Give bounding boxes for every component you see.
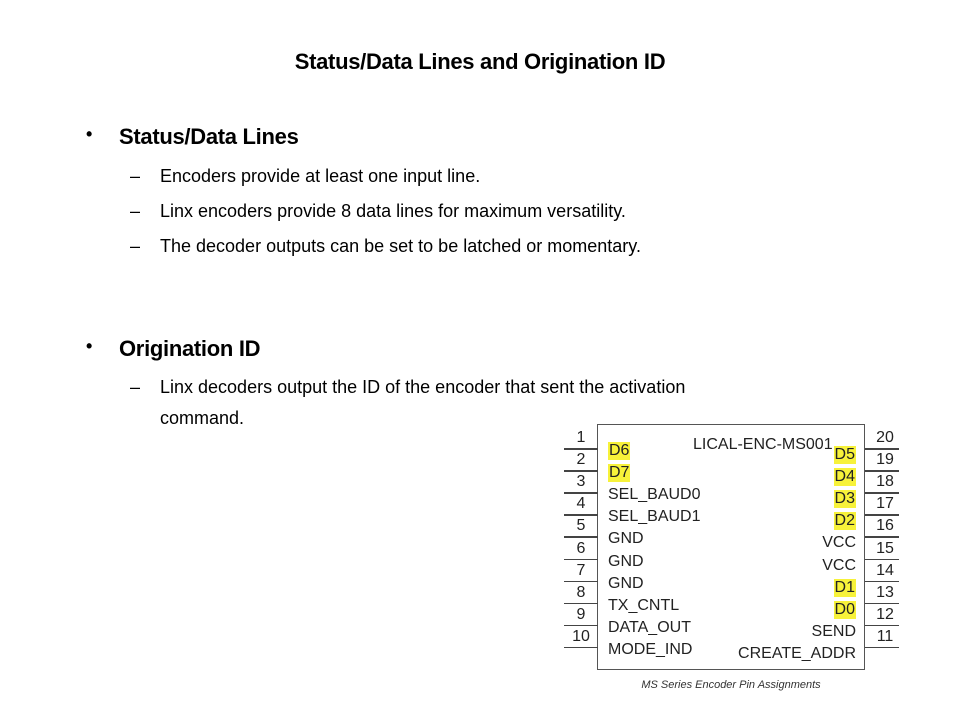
slide-title: Status/Data Lines and Origination ID [294, 49, 666, 74]
pin-label: D1 [834, 578, 855, 596]
pin-number: 15 [876, 539, 894, 557]
section-heading: Origination ID [119, 336, 261, 361]
pin-line [865, 536, 899, 538]
pin-line [865, 559, 899, 561]
pin-label: D7 [609, 464, 630, 482]
pin-number: 9 [576, 605, 586, 623]
pin-label: SEL_BAUD0 [608, 486, 701, 504]
pin-line [865, 603, 899, 605]
pin-line [564, 514, 598, 516]
pin-number: 20 [876, 429, 894, 446]
pin-number: 19 [876, 451, 894, 469]
pin-line [865, 514, 899, 516]
pin-label: SEL_BAUD1 [608, 508, 701, 526]
diagram-caption: MS Series Encoder Pin Assignments [641, 679, 821, 691]
pin-label: D6 [609, 442, 630, 459]
pin-line [564, 492, 598, 494]
pin-label: CREATE_ADDR [738, 644, 856, 662]
pin-line [564, 536, 598, 538]
pin-number: 11 [876, 627, 894, 645]
pin-number: 4 [576, 495, 586, 513]
pin-label: GND [608, 574, 644, 592]
pin-label: GND [608, 552, 644, 570]
pin-number: 16 [876, 517, 894, 535]
pin-number: 10 [572, 627, 590, 645]
sub-bullet-text: Linx encoders provide 8 data lines for maximum versatility. [160, 201, 626, 221]
pin-line [564, 470, 598, 472]
pin-label: D4 [834, 468, 855, 486]
sub-bullet-text: Encoders provide at least one input line. [160, 166, 481, 186]
dash-icon: – [130, 166, 141, 186]
pin-number: 13 [876, 583, 894, 601]
chip-name: LICAL-ENC-MS001 [693, 436, 833, 453]
pin-number: 18 [876, 473, 894, 491]
pin-line [564, 581, 598, 583]
pin-number: 6 [576, 539, 586, 557]
dash-icon: – [130, 201, 141, 221]
pin-number: 14 [876, 561, 894, 579]
dash-icon: – [130, 377, 141, 397]
pin-label: D2 [834, 512, 855, 530]
pin-line [564, 559, 598, 561]
pin-number: 8 [576, 583, 586, 601]
pin-label: MODE_IND [608, 640, 693, 658]
pin-label: SEND [811, 622, 856, 640]
pin-number: 5 [576, 517, 586, 535]
pin-number: 12 [876, 605, 894, 623]
pin-line [865, 492, 899, 494]
pin-label: TX_CNTL [608, 596, 680, 614]
pin-line [865, 470, 899, 472]
pin-label: D5 [834, 446, 855, 463]
pin-number: 3 [576, 473, 586, 491]
pin-label: DATA_OUT [608, 618, 691, 636]
pin-label: VCC [822, 556, 856, 574]
sub-bullet-text: The decoder outputs can be set to be latched or momentary. [160, 236, 641, 256]
pin-line [865, 581, 899, 583]
pin-label: D0 [834, 600, 855, 618]
pin-line [865, 448, 899, 450]
pin-number: 17 [876, 495, 894, 513]
section-heading: Status/Data Lines [119, 124, 299, 149]
pin-label: VCC [822, 534, 856, 552]
pin-label: D3 [834, 490, 855, 508]
pin-line [865, 625, 899, 627]
pin-line [865, 647, 899, 649]
pin-line [564, 625, 598, 627]
pin-label: GND [608, 530, 644, 548]
pin-line [564, 603, 598, 605]
bullet-icon: • [86, 336, 93, 356]
sub-bullet-text: Linx decoders output the ID of the encoder that sent the activation command. [160, 377, 686, 428]
pin-number: 7 [576, 561, 586, 579]
dash-icon: – [130, 236, 141, 256]
pin-line [564, 448, 598, 450]
bullet-icon: • [86, 124, 93, 144]
pin-line [564, 647, 598, 649]
pin-assignment-diagram [560, 415, 920, 705]
pin-number: 2 [576, 451, 586, 469]
pin-number: 1 [576, 429, 586, 446]
